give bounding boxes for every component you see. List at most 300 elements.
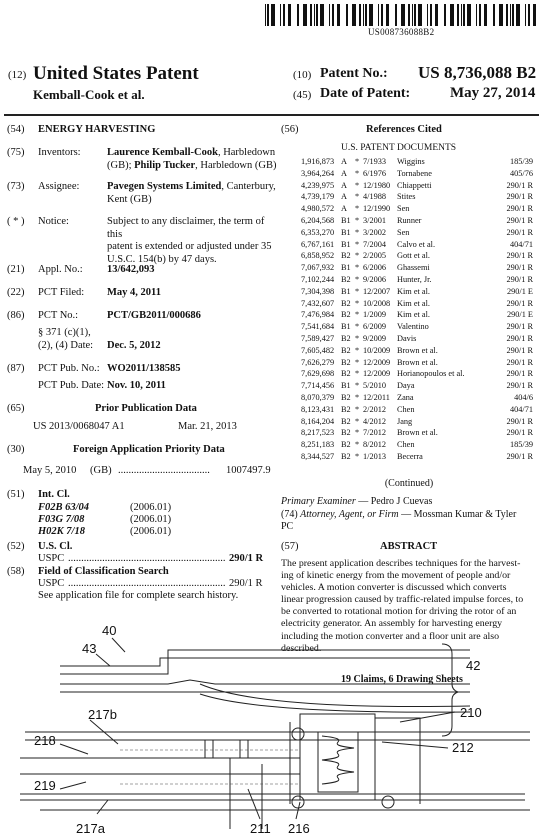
ref-date: 7/1933 bbox=[363, 157, 387, 166]
barcode-bar bbox=[512, 4, 513, 26]
code-45: (45) bbox=[293, 89, 312, 101]
reference-row bbox=[301, 345, 535, 357]
abstract-line: vehicles. A motion converter is discussed which converts bbox=[281, 582, 507, 594]
reference-row bbox=[301, 309, 535, 321]
ref-name: Hunter, Jr. bbox=[397, 274, 432, 284]
assignee-location: , Canterbury, bbox=[221, 181, 276, 192]
ref-kind: B1 bbox=[341, 322, 351, 332]
ref-kind: B2 bbox=[341, 310, 351, 320]
inventors-value bbox=[107, 147, 277, 172]
ref-class: 290/1 R bbox=[506, 428, 533, 438]
ref-date: 4/2012 bbox=[363, 416, 387, 426]
reference-row bbox=[301, 203, 535, 215]
inventors-label: Inventors: bbox=[38, 147, 81, 158]
ref-number: 7,714,456 bbox=[301, 381, 335, 391]
barcode-bar bbox=[354, 4, 356, 26]
ref-number: 8,164,204 bbox=[301, 416, 335, 426]
barcode-bar bbox=[401, 4, 403, 26]
ref-number: 6,353,270 bbox=[301, 227, 335, 237]
barcode-bar bbox=[469, 4, 471, 26]
ref-name: Kim et al. bbox=[397, 310, 430, 320]
drawing-label: 43 bbox=[82, 641, 97, 656]
barcode-bar bbox=[518, 4, 520, 26]
ref-kind: B2 bbox=[341, 416, 351, 426]
abstract-line: The present application describes techniques for the harvest- bbox=[281, 558, 521, 569]
field-note: See application file for complete search history. bbox=[38, 590, 239, 601]
pct-pub-no-label: PCT Pub. No.: bbox=[38, 363, 100, 374]
ref-kind: B2 bbox=[341, 451, 351, 461]
attorney-value: — Mossman Kumar & Tyler bbox=[398, 509, 517, 520]
ref-name: Sen bbox=[397, 204, 410, 214]
ref-class: 185/39 bbox=[509, 157, 533, 166]
ref-kind: B2 bbox=[341, 357, 351, 367]
ref-cited-by-examiner: * bbox=[355, 263, 360, 273]
abstract-line: be converted to rotational motion for driving the rotor of an bbox=[281, 606, 517, 618]
ref-class: 290/1 R bbox=[506, 381, 533, 391]
pct-pub-no-value: WO2011/138585 bbox=[107, 363, 181, 374]
barcode-bar bbox=[280, 4, 281, 26]
reference-row bbox=[301, 368, 535, 380]
us-cl-label: U.S. Cl. bbox=[38, 541, 73, 552]
ref-date: 3/2002 bbox=[363, 227, 387, 237]
barcode-bar bbox=[310, 4, 312, 26]
ref-class: 290/1 R bbox=[506, 369, 533, 379]
ref-number: 7,589,427 bbox=[301, 333, 335, 343]
barcode-bar bbox=[427, 4, 428, 26]
barcode-bar bbox=[265, 4, 266, 26]
foreign-dots: ................................... bbox=[118, 465, 210, 476]
appl-no-value: 13/642,093 bbox=[107, 264, 155, 275]
barcode-bar bbox=[305, 4, 307, 26]
int-cl-list bbox=[38, 502, 268, 538]
ref-cited-by-examiner: * bbox=[355, 357, 360, 367]
patent-number: US 8,736,088 B2 bbox=[418, 63, 537, 82]
barcode bbox=[265, 4, 537, 26]
ref-name: Valentino bbox=[397, 322, 429, 332]
reference-row bbox=[301, 180, 535, 192]
appl-no-label: Appl. No.: bbox=[38, 264, 83, 275]
ref-number: 7,432,607 bbox=[301, 298, 335, 308]
attorney-label: Attorney, Agent, or Firm bbox=[300, 509, 399, 520]
date-label: Date of Patent: bbox=[320, 86, 411, 101]
ref-name: Brown et al. bbox=[397, 357, 438, 367]
code-12: (12) bbox=[8, 69, 27, 81]
notice-text bbox=[107, 216, 277, 266]
ref-name: Stites bbox=[397, 192, 416, 202]
ref-cited-by-examiner: * bbox=[355, 274, 360, 284]
ref-cited-by-examiner: * bbox=[355, 286, 360, 296]
ref-class: 290/1 R bbox=[506, 251, 533, 261]
drawing-label: 217b bbox=[88, 707, 117, 722]
barcode-bar bbox=[501, 4, 503, 26]
ref-date: 9/2006 bbox=[363, 274, 387, 284]
barcode-bar bbox=[283, 4, 285, 26]
ref-date: 7/2004 bbox=[363, 239, 387, 249]
reference-row bbox=[301, 380, 535, 392]
ref-name: Chiappetti bbox=[397, 180, 432, 190]
ref-class: 290/1 R bbox=[506, 263, 533, 273]
examiner-line bbox=[281, 496, 537, 509]
ref-cited-by-examiner: * bbox=[355, 404, 360, 414]
reference-row bbox=[301, 168, 535, 180]
barcode-bar bbox=[516, 4, 518, 26]
inventor-2-name: Philip Tucker bbox=[134, 159, 196, 171]
code-86: (86) bbox=[7, 310, 25, 321]
ref-number: 7,067,932 bbox=[301, 263, 335, 273]
int-cl-version: (2006.01) bbox=[130, 526, 172, 537]
barcode-bar bbox=[476, 4, 477, 26]
ref-class: 290/1 R bbox=[506, 416, 533, 426]
barcode-bar bbox=[450, 4, 452, 26]
barcode-bar bbox=[533, 4, 536, 26]
ref-kind: B1 bbox=[341, 286, 351, 296]
attorney-line bbox=[281, 509, 537, 522]
barcode-bar bbox=[320, 4, 322, 26]
assignee-name: Pavegen Systems Limited bbox=[107, 181, 222, 192]
ref-name: Kim et al. bbox=[397, 298, 430, 308]
ref-class: 290/1 R bbox=[506, 192, 533, 202]
code-74: (74) bbox=[281, 509, 298, 520]
int-cl-row bbox=[38, 526, 268, 538]
int-cl-row bbox=[38, 514, 268, 526]
ref-kind: B2 bbox=[341, 428, 351, 438]
ref-cited-by-examiner: * bbox=[355, 428, 360, 438]
ref-number: 4,980,572 bbox=[301, 204, 335, 214]
ref-name: Zana bbox=[397, 392, 414, 402]
references-heading: References Cited bbox=[366, 124, 442, 135]
ref-class: 290/1 R bbox=[506, 345, 533, 355]
ref-kind: B2 bbox=[341, 369, 351, 379]
ref-name: Tornabene bbox=[397, 168, 432, 178]
barcode-bar bbox=[418, 4, 420, 26]
barcode-bar bbox=[452, 4, 454, 26]
abstract-line: including the motion converter and a floor unit are also bbox=[281, 630, 500, 642]
inventor-1-location: , Harbledown bbox=[217, 147, 276, 158]
reference-row bbox=[301, 321, 535, 333]
ref-cited-by-examiner: * bbox=[355, 204, 360, 214]
barcode-bar bbox=[271, 4, 273, 26]
ref-class: 290/1 R bbox=[506, 204, 533, 214]
ref-name: Calvo et al. bbox=[397, 239, 436, 249]
patent-type-title: United States Patent bbox=[33, 63, 199, 84]
uspc-1-dots: ............................................................ bbox=[68, 553, 226, 564]
abstract-line: ing of kinetic energy from the movement of people and/or bbox=[281, 570, 511, 582]
reference-row bbox=[301, 191, 535, 203]
ref-cited-by-examiner: * bbox=[355, 239, 360, 249]
reference-row bbox=[301, 298, 535, 310]
drawing-label: 42 bbox=[466, 658, 481, 673]
int-cl-class: H02K 7/18 bbox=[38, 526, 85, 537]
ref-kind: A bbox=[341, 204, 347, 214]
code-54: (54) bbox=[7, 124, 25, 135]
ref-date: 12/2007 bbox=[363, 286, 391, 296]
ref-cited-by-examiner: * bbox=[355, 251, 360, 261]
int-cl-class: F03G 7/08 bbox=[38, 514, 85, 525]
pct-filed-value: May 4, 2011 bbox=[107, 287, 161, 298]
barcode-bar bbox=[359, 4, 361, 26]
reference-row bbox=[301, 357, 535, 369]
barcode-bar bbox=[403, 4, 405, 26]
reference-row bbox=[301, 333, 535, 345]
barcode-bar bbox=[479, 4, 481, 26]
barcode-number: US008736088B2 bbox=[368, 27, 435, 37]
ref-date: 10/2008 bbox=[363, 298, 391, 308]
inventor-1-name: Laurence Kemball-Cook bbox=[107, 147, 218, 158]
pct-pub-date-value: Nov. 10, 2011 bbox=[107, 380, 166, 391]
ref-name: Davis bbox=[397, 333, 417, 343]
ref-date: 2/2005 bbox=[363, 251, 387, 261]
drawing-label: 216 bbox=[288, 821, 310, 836]
ref-cited-by-examiner: * bbox=[355, 381, 360, 391]
ref-name: Wiggins bbox=[397, 157, 425, 166]
barcode-bar bbox=[314, 4, 315, 26]
ref-number: 7,629,698 bbox=[301, 369, 335, 379]
ref-class: 290/1 R bbox=[506, 333, 533, 343]
ref-date: 10/2009 bbox=[363, 345, 391, 355]
examiner-label: Primary Examiner bbox=[281, 496, 356, 507]
ref-number: 7,304,398 bbox=[301, 286, 335, 296]
barcode-bar bbox=[329, 4, 330, 26]
barcode-bar bbox=[303, 4, 305, 26]
code-notice: ( * ) bbox=[7, 216, 25, 227]
ref-date: 1/2013 bbox=[363, 451, 387, 461]
field-search-label: Field of Classification Search bbox=[38, 566, 169, 577]
code-73: (73) bbox=[7, 181, 25, 192]
abstract-line: described. bbox=[281, 642, 322, 654]
barcode-bar bbox=[288, 4, 291, 26]
ref-kind: B1 bbox=[341, 263, 351, 273]
ref-cited-by-examiner: * bbox=[355, 416, 360, 426]
ref-number: 8,070,379 bbox=[301, 392, 335, 402]
ref-class: 404/6 bbox=[514, 392, 533, 402]
barcode-bar bbox=[414, 4, 415, 26]
ref-name: Runner bbox=[397, 215, 422, 225]
barcode-bar bbox=[381, 4, 383, 26]
ref-number: 7,541,684 bbox=[301, 322, 335, 332]
patent-date: May 27, 2014 bbox=[450, 85, 536, 101]
foreign-priority-heading: Foreign Application Priority Data bbox=[73, 444, 225, 455]
barcode-bar bbox=[457, 4, 459, 26]
ref-class: 290/1 R bbox=[506, 274, 533, 284]
ref-cited-by-examiner: * bbox=[355, 333, 360, 343]
ref-number: 8,123,431 bbox=[301, 404, 335, 414]
pct-no-value: PCT/GB2011/000686 bbox=[107, 310, 201, 321]
int-cl-class: F02B 63/04 bbox=[38, 502, 90, 513]
code-51: (51) bbox=[7, 489, 25, 500]
inventor-1-country: (GB); bbox=[107, 159, 135, 171]
barcode-bar bbox=[332, 4, 334, 26]
drawing-label: 217a bbox=[76, 821, 105, 836]
ref-kind: A bbox=[341, 192, 347, 202]
ref-date: 2/2012 bbox=[363, 404, 387, 414]
inventor-short: Kemball-Cook et al. bbox=[33, 87, 145, 102]
ref-class: 290/1 R bbox=[506, 322, 533, 332]
ref-kind: B1 bbox=[341, 215, 351, 225]
ref-kind: B2 bbox=[341, 333, 351, 343]
prior-publication-heading: Prior Publication Data bbox=[95, 403, 197, 414]
code-87: (87) bbox=[7, 363, 25, 374]
foreign-date: May 5, 2010 bbox=[23, 465, 77, 476]
ref-kind: B2 bbox=[341, 251, 351, 261]
ref-kind: B2 bbox=[341, 440, 351, 450]
ref-cited-by-examiner: * bbox=[355, 392, 360, 402]
barcode-bar bbox=[408, 4, 410, 26]
ref-kind: B2 bbox=[341, 274, 351, 284]
ref-date: 5/2010 bbox=[363, 381, 387, 391]
ref-name: Chen bbox=[397, 404, 415, 414]
ref-kind: B1 bbox=[341, 239, 351, 249]
patent-drawing bbox=[0, 614, 543, 840]
assignee-location-2: Kent (GB) bbox=[107, 193, 152, 205]
barcode-bar bbox=[395, 4, 397, 26]
barcode-bar bbox=[463, 4, 464, 26]
barcode-bar bbox=[317, 4, 318, 26]
barcode-bar bbox=[366, 4, 367, 26]
ref-cited-by-examiner: * bbox=[355, 369, 360, 379]
ref-cited-by-examiner: * bbox=[355, 215, 360, 225]
int-cl-version: (2006.01) bbox=[130, 514, 172, 525]
barcode-bar bbox=[412, 4, 413, 26]
ref-kind: A bbox=[341, 168, 347, 178]
ref-date: 3/2001 bbox=[363, 215, 387, 225]
int-cl-row bbox=[38, 502, 268, 514]
barcode-bar bbox=[464, 4, 465, 26]
reference-row bbox=[301, 451, 535, 463]
barcode-bar bbox=[513, 4, 514, 26]
reference-row bbox=[301, 416, 535, 428]
barcode-bar bbox=[510, 4, 511, 26]
barcode-bar bbox=[415, 4, 416, 26]
ref-cited-by-examiner: * bbox=[355, 451, 360, 461]
barcode-bar bbox=[316, 4, 317, 26]
drawing-label: 210 bbox=[460, 705, 482, 720]
ref-name: Jang bbox=[397, 416, 413, 426]
pct-pub-date-label: PCT Pub. Date: bbox=[38, 380, 105, 391]
ref-date: 12/1990 bbox=[363, 204, 391, 214]
uspc-2-value: 290/1 R bbox=[229, 578, 263, 589]
ref-cited-by-examiner: * bbox=[355, 310, 360, 320]
code-10: (10) bbox=[293, 69, 312, 81]
refs-continued: (Continued) bbox=[384, 478, 434, 489]
ref-date: 12/2011 bbox=[363, 392, 390, 402]
ref-date: 7/2012 bbox=[363, 428, 387, 438]
ref-class: 290/1 R bbox=[506, 451, 533, 461]
ref-number: 7,626,279 bbox=[301, 357, 335, 367]
ref-number: 1,916,873 bbox=[301, 157, 335, 166]
ref-kind: B2 bbox=[341, 392, 351, 402]
barcode-bar bbox=[267, 4, 268, 26]
barcode-bar bbox=[365, 4, 366, 26]
prior-publication-date: Mar. 21, 2013 bbox=[178, 421, 237, 432]
reference-row bbox=[301, 439, 535, 451]
ref-number: 6,858,952 bbox=[301, 251, 335, 261]
ref-number: 8,344,527 bbox=[301, 451, 335, 461]
ref-date: 6/1976 bbox=[363, 168, 387, 178]
ref-name: Ghassemi bbox=[397, 263, 430, 273]
left-column bbox=[7, 124, 272, 140]
ref-kind: B2 bbox=[341, 298, 351, 308]
int-cl-label: Int. Cl. bbox=[38, 489, 70, 500]
int-cl-version: (2006.01) bbox=[130, 502, 172, 513]
barcode-bar bbox=[506, 4, 508, 26]
drawing-label: 218 bbox=[34, 733, 56, 748]
ref-class: 290/1 E bbox=[506, 310, 533, 320]
reference-row bbox=[301, 215, 535, 227]
s371-line-2: (2), (4) Date: bbox=[38, 340, 94, 351]
abstract-line: electricity generator. An assembly for harvesting energy bbox=[281, 618, 503, 630]
drawing-label: 212 bbox=[452, 740, 474, 755]
reference-row bbox=[301, 250, 535, 262]
ref-name: Becerra bbox=[397, 451, 423, 461]
ref-number: 3,964,264 bbox=[301, 168, 335, 178]
reference-row bbox=[301, 262, 535, 274]
abstract-line: linear progression caused by traffic-related impulse forces, to bbox=[281, 594, 524, 606]
drawing-top-surface bbox=[60, 650, 470, 674]
barcode-bar bbox=[346, 4, 348, 26]
ref-number: 7,605,482 bbox=[301, 345, 335, 355]
s371-line-1: § 371 (c)(1), bbox=[38, 327, 91, 338]
ref-class: 404/71 bbox=[509, 239, 533, 249]
barcode-bar bbox=[371, 4, 373, 26]
ref-name: Chen bbox=[397, 440, 415, 450]
ref-cited-by-examiner: * bbox=[355, 192, 360, 202]
ref-name: Kim et al. bbox=[397, 286, 430, 296]
assignee-label: Assignee: bbox=[38, 181, 80, 192]
ref-cited-by-examiner: * bbox=[355, 345, 360, 355]
uspc-1-value: 290/1 R bbox=[229, 553, 264, 564]
ref-date: 1/2009 bbox=[363, 310, 387, 320]
ref-name: Brown et al. bbox=[397, 345, 438, 355]
drawing-label: 40 bbox=[102, 623, 117, 638]
barcode-bar bbox=[369, 4, 371, 26]
reference-row bbox=[301, 274, 535, 286]
code-30: (30) bbox=[7, 444, 25, 455]
ref-class: 185/39 bbox=[509, 440, 533, 450]
code-56: (56) bbox=[281, 124, 299, 135]
ref-number: 8,251,183 bbox=[301, 440, 335, 450]
barcode-bar bbox=[528, 4, 530, 26]
ref-number: 7,102,244 bbox=[301, 274, 335, 284]
barcode-bar bbox=[435, 4, 438, 26]
ref-date: 9/2009 bbox=[363, 333, 387, 343]
ref-name: Sen bbox=[397, 227, 410, 237]
ref-name: Horianopoulos et al. bbox=[397, 369, 465, 379]
ref-cited-by-examiner: * bbox=[355, 440, 360, 450]
ref-cited-by-examiner: * bbox=[355, 157, 360, 166]
drawing-label: 211 bbox=[250, 821, 271, 836]
barcode-bar bbox=[268, 4, 269, 26]
reference-row bbox=[301, 239, 535, 251]
barcode-bar bbox=[297, 4, 299, 26]
ref-class: 290/1 R bbox=[506, 215, 533, 225]
invention-title: ENERGY HARVESTING bbox=[38, 124, 156, 135]
foreign-country: (GB) bbox=[90, 465, 112, 476]
ref-date: 6/2006 bbox=[363, 263, 387, 273]
ref-number: 8,217,523 bbox=[301, 428, 335, 438]
inventor-2-location: , Harbledown (GB) bbox=[195, 159, 277, 171]
s371-date-value: Dec. 5, 2012 bbox=[107, 340, 161, 351]
abstract-heading: ABSTRACT bbox=[380, 541, 438, 552]
ref-name: Brown et al. bbox=[397, 428, 438, 438]
ref-kind: A bbox=[341, 157, 347, 166]
reference-row bbox=[301, 227, 535, 239]
ref-class: 290/1 R bbox=[506, 227, 533, 237]
assignee-value bbox=[107, 181, 277, 206]
code-65: (65) bbox=[7, 403, 25, 414]
notice-line-2: patent is extended or adjusted under 35 bbox=[107, 241, 272, 252]
ref-date: 12/2009 bbox=[363, 357, 391, 367]
barcode-bar bbox=[378, 4, 379, 26]
